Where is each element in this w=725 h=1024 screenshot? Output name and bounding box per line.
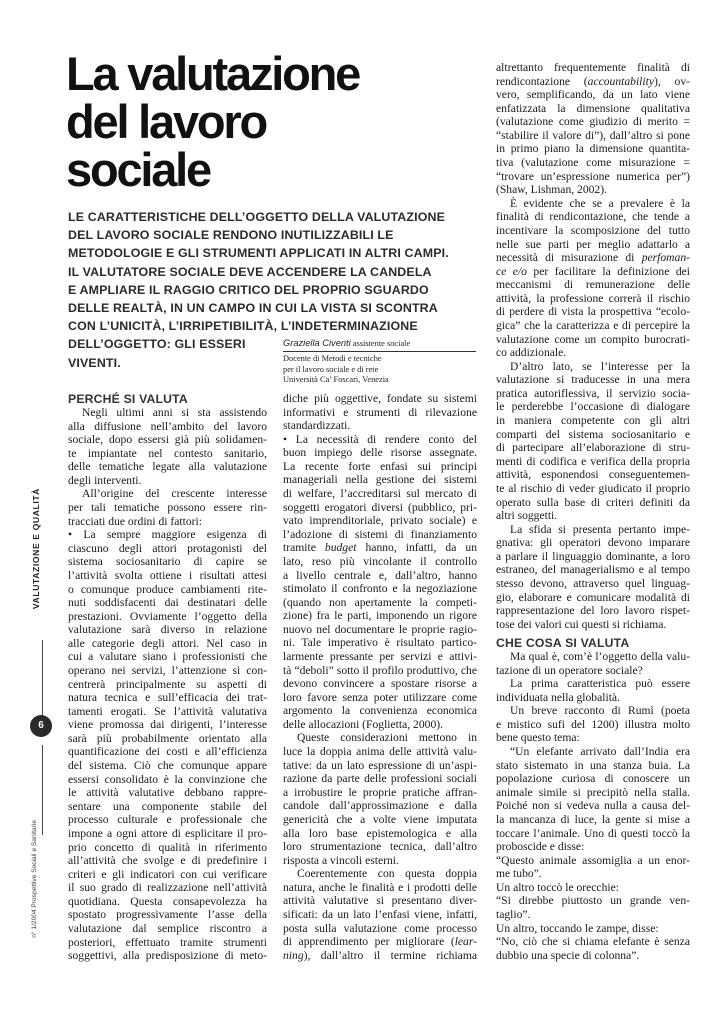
text-line: ce e/o per facilitare la definizione dei [496,264,690,278]
text-line: l’attività svolta ottiene i risultati attesi [68,568,267,582]
text-line: tà “deboli” sotto il profilo produttivo, che [283,663,477,677]
text-line: La sfida si presenta pertanto impe- [510,522,690,536]
text-line: “trovare un’espressione numerica per”) [496,169,690,183]
text-line: o comunque produce cambiamenti rite- [68,582,267,596]
text-line: Un altro, toccando le zampe, disse: [496,921,659,935]
lead-line: VIVENTI. [68,355,121,370]
text-line: loro favore senza poter utilizzare come [283,690,477,704]
text-line: tiva (valutazione come misurazione = [496,156,690,170]
page-number-badge: 6 [30,715,52,737]
text-line: prio concetto di qualità in riferimento [68,840,267,854]
lead-line: E AMPLIARE IL RAGGIO CRITICO DEL PROPRIO SGUARDO [68,282,429,297]
text-line: natura tecnica e sull’efficacia dei trat- [68,691,267,705]
text-line: tative: da un lato espressione di un’aspi- [283,758,477,772]
text-line: “stabilire il valore di”), dall’altro si pone [496,128,690,142]
text-line: processo culturale e professionale che [68,813,267,827]
author-bio-line: Docente di Metodi e tecniche [283,353,382,363]
text-line: attività valutative si presentano diver- [283,894,477,908]
text-line: a parlare il linguaggio dominante, a loro [496,549,690,563]
issue-footer [31,820,43,960]
text-line: razione da parte delle professioni sociali [283,772,477,786]
text-line: buon impiego delle risorse assegnate. [283,446,477,460]
text-line: genericità che a volte viene imputata [283,812,477,826]
text-column-3-bottom [496,650,690,962]
text-line: individuata nella globalità. [496,690,620,704]
text-line: gica” che la caratterizza e di percepire la [496,318,690,332]
lead-line: DELLE REALTÀ, IN UN CAMPO IN CUI LA VISTA SI SCONTRA [68,301,438,316]
lead-line: DELL’OGGETTO: GLI ESSERI [68,337,246,352]
text-line: tamenti erogati. Se l’attività valutativa [68,704,267,718]
text-line: La recente forte enfasi sui principi [283,459,477,473]
text-line: Ma qual è, com’è l’oggetto della valu- [510,650,690,663]
text-line: ciascuno degli attori protagonisti del [68,541,267,555]
text-line: sociale, dopo essersi già più solidamen- [68,433,267,447]
text-line: impone a ogni attore di esplicitare il pro- [68,826,267,840]
text-line: diche più oggettive, fondate su sistemi [283,392,477,405]
text-line: delle tematiche legate alla valutazione [68,460,267,474]
text-line: incentivare la scomposizione del tutto [496,223,690,237]
text-line: natura, anche le finalità e i prodotti delle [283,880,477,894]
text-line: stimolato il confronto e la negoziazione [283,582,477,596]
text-line: dubbio una specie di colonna”. [496,948,640,962]
text-line: valutazione come un compito burocrati- [496,332,690,346]
text-line: le perderebbe l’occasione di dialogare [496,400,690,414]
text-line: “No, ciò che si chiama elefante è senza [496,935,690,949]
text-line: quotidiana. Questa consapevolezza ha [68,894,267,908]
text-line: soggetti erogatori diversi (pubblico, pri- [283,500,477,514]
text-line: “Un elefante arrivato dall’India era [510,745,690,759]
author-divider [283,351,476,352]
text-line: larmente pressante per servizi e attivi- [283,649,477,663]
text-line: e mistico sufi del 1200) illustra molto [496,717,690,731]
text-line: operano nei servizi, l’attenzione si con- [68,663,267,677]
text-line: luce la doppia anima delle attività valu- [283,745,477,759]
text-line: Poiché non si vedeva nulla a causa del- [496,799,690,813]
text-line: degli interventi. [68,473,142,487]
title-line: del lavoro [66,95,267,148]
text-line: “Si direbbe piuttosto un grande ven- [496,894,690,908]
text-line: me tubo”. [496,867,542,881]
text-line: delle allocazioni (Foglietta, 2000). [283,717,444,731]
text-line: finalità di rendicontazione, che tende a [496,210,690,224]
text-line: All’origine del crescente interesse [82,487,267,501]
lead-line: CON L’UNICITÀ, L’IRRIPETIBILITÀ, L’INDETERMINAZIONE [68,319,418,334]
text-line: • La necessità di rendere conto del [283,432,477,446]
lead-line: METODOLOGIE E GLI STRUMENTI APPLICATI IN ALTRI CAMPI. [68,246,449,261]
title-line: La valutazione [66,47,360,100]
text-line: bene questo tema: [496,731,580,745]
text-line: posteriori, effettuato tramite strumenti [68,935,267,949]
section-label-text: VALUTAZIONE E QUALITÀ [31,488,41,610]
text-line: • La sempre maggiore esigenza di [68,528,267,542]
text-line: taglio”. [496,907,531,921]
text-line: tracciati due ordini di fattori: [68,514,202,528]
text-line: sentare una componente stabile del [68,799,267,813]
text-line: alla diffusione nell’ambito del lavoro [68,419,267,433]
text-line: cui a valutare siano i professionisti che [68,650,267,664]
text-line: sistema sociosanitario di capire se [68,555,267,569]
section-heading-che-cosa: CHE COSA SI VALUTA [496,636,630,650]
text-line: vato imprenditoriale, privato sociale) e [283,514,477,528]
text-line: operato sulla base di criteri definiti da [496,495,690,509]
text-line: devono convincere a spostare risorse a [283,677,477,691]
lead-line: IL VALUTATORE SOCIALE DEVE ACCENDERE LA CANDELA [68,264,432,279]
text-line: sificati: da un lato l’enfasi viene, infatti, [283,907,477,921]
text-line: tose dei valori cui questi si richiama. [496,617,667,631]
text-line: valutazione si traducesse in una mera [496,373,690,387]
author-bio-line: per il lavoro sociale e di rete [283,364,379,374]
text-line: di welfare, l’accreditarsi sul mercato di [283,487,477,501]
section-label [31,488,47,618]
text-line: enfatizzata la dimensione qualitativa [496,101,690,115]
text-line: soggettivi, alla predisposizione di meto- [68,949,267,963]
text-line: le attività valutative debbano rappre- [68,786,267,800]
text-line: menti di codifica e verifica della propria [496,454,690,468]
text-line: a livello centrale e, dall’altro, hanno [283,568,477,582]
text-line: essersi consolidato è la convinzione che [68,772,267,786]
text-line: alle categorie degli attori. Nel caso in [68,636,267,650]
text-line: spostato progressivamente l’asse della [68,908,267,922]
text-line: risposta a vincoli esterni. [283,853,399,867]
text-line: all’attività che svolge e di predefinire i [68,854,267,868]
text-line: ning), dall’altro il termine richiama [283,948,477,962]
text-line: estraneo, del managerialismo e al tempo [496,563,690,577]
text-line: La prima caratteristica può essere [510,677,690,691]
title-line: sociale [66,143,210,196]
text-line: necessità di misurazione di perfoman- [496,251,690,265]
text-line: proboscide e disse: [496,840,585,854]
text-line: È evidente che se a prevalere è la [510,196,690,210]
text-line: posta sulla valutazione come processo [283,921,477,935]
text-line: rappresentazione del loro lavoro rispet- [496,604,690,618]
text-line: ni. Tale imperativo è risultato partico- [283,636,477,650]
text-line: valutazione dal semplice riscontro a [68,921,267,935]
text-line: pratica autoriflessiva, il servizio socia- [496,386,690,400]
text-line: “Questo animale assomiglia a un enor- [496,853,690,867]
lead-line: DEL LAVORO SOCIALE RENDONO INUTILIZZABILI LE [68,228,394,243]
text-line: gio, elaborare e comunicare modalità di [496,590,690,604]
text-line: candole dall’approssimazione e dalla [283,799,477,813]
text-line: di partecipare all’elaborazione di stru- [496,441,690,455]
text-line: standardizzati. [283,419,351,433]
text-line: criteri e gli indicatori con cui verificare [68,867,267,881]
author-box [283,338,476,386]
text-line: Un altro toccò le orecchie: [496,880,619,894]
text-line: stato sistemato in una stanza buia. La [496,758,690,772]
issue-footer-text: n° 1/2004 Prospettive Sociali e Sanitarie [31,820,38,938]
text-line: te impiantate nel contesto sanitario, [68,446,267,460]
text-line: attività, la professione correrà il rischio [496,291,690,305]
text-line: rendicontazione (accountability), ov- [496,74,690,88]
text-line: popolazione curiosa di conoscere un [496,772,690,786]
text-column-3-top [496,61,690,631]
text-line: il suo grado di realizzazione nell’attività [68,881,267,895]
text-line: (Shaw, Lishman, 2002). [496,183,607,197]
text-line: alla loro base epistemologica e alla [283,826,477,840]
text-line: in primo piano la dimensione quantita- [496,142,690,156]
text-line: toccare l’animale. Uno di questi toccò la [496,826,690,840]
author-role: assistente sociale [352,339,411,348]
text-line: tazione di un operatore sociale? [496,663,643,677]
text-line: nuti soddisfacenti dai destinatari delle [68,596,267,610]
text-line: D’altro lato, se l’interesse per la [510,359,690,373]
text-line: valutazione sarà diverso in relazione [68,623,267,637]
text-line: a irrobustire le proprie pratiche affran- [283,785,477,799]
text-line: loro strumentazione tecnica, dall’altro [283,840,477,854]
text-line: Queste considerazioni mettono in [297,731,477,745]
text-line: nuovo nel documentare le proprie ragio- [283,622,477,636]
text-line: lato, reso più vincolante il controllo [283,554,477,568]
text-line: la mancanza di luce, la gente si mise a [496,812,690,826]
text-line: in maniera competente con gli altri [496,414,690,428]
text-line: stesso devono, attraverso quel linguag- [496,576,690,590]
text-line: Un breve racconto di Rumì (poeta [510,704,690,718]
text-line: meccanismi di remunerazione delle [496,278,690,292]
text-line: del sistema. Ciò che comunque appare [68,759,267,773]
text-line: sarà più probabilmente orientato alla [68,731,267,745]
text-line: per tali tematiche possono essere rin- [68,501,267,515]
text-line: manageriali nella gestione dei sistemi [283,473,477,487]
text-line: te al rischio di veder giudicato il proprio [496,481,690,495]
text-line: zione) fra le parti, imponendo un rigore [283,609,477,623]
text-line: quantificazione dei costi e all’efficienza [68,745,267,759]
lead-line: LE CARATTERISTICHE DELL’OGGETTO DELLA VALUTAZIONE [68,210,445,224]
text-line: altri soggetti. [496,509,558,523]
text-line: vero, semplificando, da un lato viene [496,88,690,102]
text-line: altrettanto frequentemente finalità di [496,61,690,74]
text-line: attività, esponendosi conseguentemen- [496,468,690,482]
text-line: (valutazione come giudizio di merito = [496,115,690,129]
text-line: Coerentemente con questa doppia [297,867,477,881]
text-line: prestazioni. Ovviamente l’oggetto della [68,609,267,623]
text-line: di perdere di vista la prospettiva “ecolo- [496,305,690,319]
text-column-2 [283,392,477,962]
text-line: nelle sue parti per meglio adattarlo a [496,237,690,251]
text-line: informativi e strumenti di rilevazione [283,405,477,419]
text-column-1 [68,406,267,963]
text-line: centrerà principalmente su aspetti di [68,677,267,691]
text-line: comparti del sistema sociosanitario e [496,427,690,441]
text-line: gnativa: gli operatori devono imparare [496,536,690,550]
author-bio-line: Università Ca’ Foscari, Venezia [283,375,389,385]
section-heading-perche: PERCHÉ SI VALUTA [68,392,188,406]
article-title [66,47,476,196]
text-line: co addizionale. [496,346,567,360]
text-line: argomento la convenienza economica [283,704,477,718]
text-line: (quando non apertamente la competi- [283,595,477,609]
text-line: l’adozione di sistemi di finanziamento [283,527,477,541]
text-line: tramite budget hanno, infatti, da un [283,541,478,555]
text-line: viene promossa dai dirigenti, l’interesse [68,718,267,732]
author-name: Graziella Civenti [283,338,351,348]
text-line: Negli ultimi anni si sta assistendo [82,406,267,419]
text-line: animale simile si precipitò nella stalla. [496,785,690,799]
text-line: di apprendimento per migliorare (lear- [283,935,477,949]
